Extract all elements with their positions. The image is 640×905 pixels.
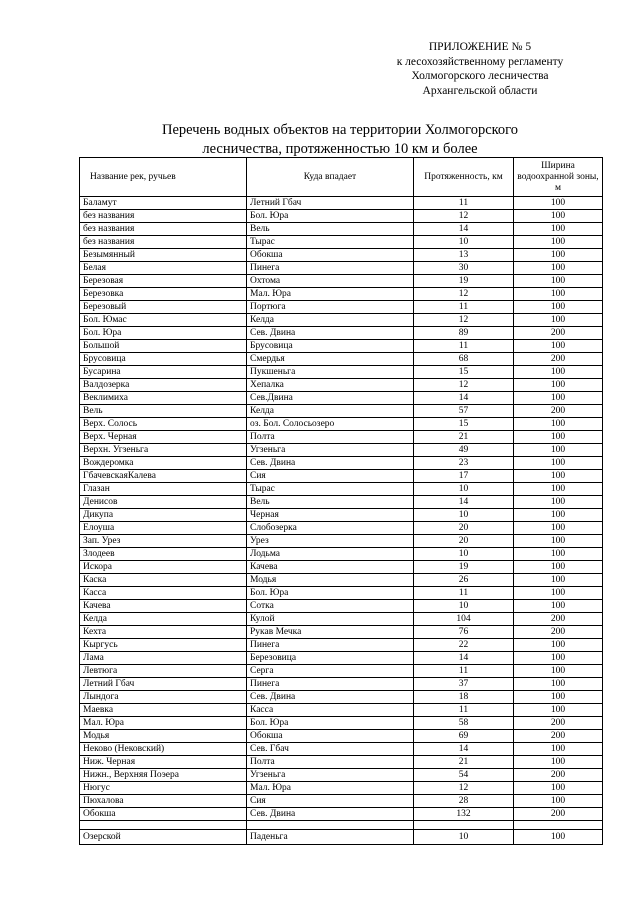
cell-name: Березовка bbox=[80, 288, 247, 301]
cell-length: 19 bbox=[414, 275, 514, 288]
cell-width: 100 bbox=[514, 223, 603, 236]
cell-length: 11 bbox=[414, 301, 514, 314]
cell-where: Мал. Юра bbox=[247, 288, 414, 301]
cell-length: 14 bbox=[414, 223, 514, 236]
title-line: Перечень водных объектов на территории Холмогорского bbox=[161, 122, 519, 138]
cell-length: 14 bbox=[414, 392, 514, 405]
cell-length: 11 bbox=[414, 704, 514, 717]
cell-name: Ниж. Черная bbox=[80, 756, 247, 769]
cell-width: 100 bbox=[514, 522, 603, 535]
table-row bbox=[80, 236, 603, 249]
cell-length: 23 bbox=[414, 457, 514, 470]
table-row bbox=[80, 743, 603, 756]
cell-where bbox=[247, 821, 414, 830]
cell-where: Рукав Мечка bbox=[247, 626, 414, 639]
cell-length: 19 bbox=[414, 561, 514, 574]
cell-name: Летний Гбач bbox=[80, 678, 247, 691]
header-name: Название рек, ручьев bbox=[80, 158, 247, 197]
cell-width: 100 bbox=[514, 587, 603, 600]
table-row bbox=[80, 808, 603, 821]
cell-where: Бол. Юра bbox=[247, 717, 414, 730]
cell-width: 100 bbox=[514, 236, 603, 249]
cell-width: 100 bbox=[514, 535, 603, 548]
table-row bbox=[80, 652, 603, 665]
cell-name: Глазан bbox=[80, 483, 247, 496]
cell-length: 57 bbox=[414, 405, 514, 418]
cell-name bbox=[80, 821, 247, 830]
table-row bbox=[80, 366, 603, 379]
cell-length: 22 bbox=[414, 639, 514, 652]
cell-name: Бусарина bbox=[80, 366, 247, 379]
cell-width: 100 bbox=[514, 756, 603, 769]
cell-width: 100 bbox=[514, 314, 603, 327]
cell-width: 100 bbox=[514, 379, 603, 392]
cell-length: 76 bbox=[414, 626, 514, 639]
cell-name: Елоуша bbox=[80, 522, 247, 535]
cell-length: 104 bbox=[414, 613, 514, 626]
cell-where: Сев. Двина bbox=[247, 457, 414, 470]
appendix-line: к лесохозяйственному регламенту bbox=[396, 55, 564, 68]
cell-width: 100 bbox=[514, 678, 603, 691]
cell-length: 12 bbox=[414, 379, 514, 392]
cell-name: без названия bbox=[80, 210, 247, 223]
cell-where: Полта bbox=[247, 756, 414, 769]
cell-width: 100 bbox=[514, 561, 603, 574]
cell-width: 100 bbox=[514, 509, 603, 522]
cell-where: Мал. Юра bbox=[247, 782, 414, 795]
table-row bbox=[80, 665, 603, 678]
table-row bbox=[80, 795, 603, 808]
cell-width: 100 bbox=[514, 691, 603, 704]
table-row bbox=[80, 509, 603, 522]
cell-name: Касса bbox=[80, 587, 247, 600]
cell-where: Серга bbox=[247, 665, 414, 678]
cell-name: Денисов bbox=[80, 496, 247, 509]
cell-width: 100 bbox=[514, 600, 603, 613]
cell-where: Бол. Юра bbox=[247, 587, 414, 600]
cell-name: Кыргусь bbox=[80, 639, 247, 652]
cell-width: 200 bbox=[514, 353, 603, 366]
cell-where: Модья bbox=[247, 574, 414, 587]
table-row bbox=[80, 587, 603, 600]
cell-length: 10 bbox=[414, 509, 514, 522]
cell-name: Дикупа bbox=[80, 509, 247, 522]
cell-where: Тырас bbox=[247, 236, 414, 249]
table-row bbox=[80, 548, 603, 561]
cell-length: 28 bbox=[414, 795, 514, 808]
cell-width: 100 bbox=[514, 301, 603, 314]
table-row bbox=[80, 830, 603, 845]
cell-length: 30 bbox=[414, 262, 514, 275]
cell-width: 200 bbox=[514, 327, 603, 340]
cell-length: 26 bbox=[414, 574, 514, 587]
cell-name: Левтюга bbox=[80, 665, 247, 678]
cell-name: Озерской bbox=[80, 830, 247, 845]
cell-where: Келда bbox=[247, 314, 414, 327]
table-row bbox=[80, 379, 603, 392]
cell-where: Полта bbox=[247, 431, 414, 444]
header-where: Куда впадает bbox=[247, 158, 414, 197]
cell-length: 11 bbox=[414, 665, 514, 678]
cell-width: 100 bbox=[514, 704, 603, 717]
cell-name: Березовый bbox=[80, 301, 247, 314]
rivers-table bbox=[79, 157, 603, 845]
table-row bbox=[80, 691, 603, 704]
cell-name: Брусовица bbox=[80, 353, 247, 366]
cell-width: 100 bbox=[514, 470, 603, 483]
cell-width: 200 bbox=[514, 405, 603, 418]
cell-width bbox=[514, 821, 603, 830]
table-row bbox=[80, 626, 603, 639]
cell-name: Кехта bbox=[80, 626, 247, 639]
table-row bbox=[80, 275, 603, 288]
cell-where: Портюга bbox=[247, 301, 414, 314]
cell-where: Вель bbox=[247, 496, 414, 509]
cell-where: Березовица bbox=[247, 652, 414, 665]
cell-length: 14 bbox=[414, 652, 514, 665]
cell-name: Веклимиха bbox=[80, 392, 247, 405]
cell-name: Белая bbox=[80, 262, 247, 275]
cell-where: Качева bbox=[247, 561, 414, 574]
cell-width: 100 bbox=[514, 392, 603, 405]
cell-width: 100 bbox=[514, 366, 603, 379]
cell-width: 100 bbox=[514, 457, 603, 470]
cell-where: Сия bbox=[247, 470, 414, 483]
cell-length: 11 bbox=[414, 587, 514, 600]
cell-where: Обокша bbox=[247, 249, 414, 262]
cell-where: Паденьга bbox=[247, 830, 414, 845]
cell-width: 100 bbox=[514, 418, 603, 431]
cell-length: 11 bbox=[414, 197, 514, 210]
table-row bbox=[80, 717, 603, 730]
cell-width: 100 bbox=[514, 639, 603, 652]
cell-width: 200 bbox=[514, 769, 603, 782]
cell-length: 12 bbox=[414, 210, 514, 223]
table-spacer-row bbox=[80, 821, 603, 830]
cell-length: 20 bbox=[414, 535, 514, 548]
cell-name: Модья bbox=[80, 730, 247, 743]
cell-name: Бол. Юра bbox=[80, 327, 247, 340]
cell-name: без названия bbox=[80, 236, 247, 249]
cell-name: Вождеромка bbox=[80, 457, 247, 470]
cell-width: 100 bbox=[514, 288, 603, 301]
table-row bbox=[80, 288, 603, 301]
cell-where: Бол. Юра bbox=[247, 210, 414, 223]
cell-length: 132 bbox=[414, 808, 514, 821]
cell-name: Валдозерка bbox=[80, 379, 247, 392]
cell-width: 100 bbox=[514, 652, 603, 665]
cell-length: 21 bbox=[414, 431, 514, 444]
cell-where: Кулой bbox=[247, 613, 414, 626]
table-row bbox=[80, 301, 603, 314]
cell-where: Угзеньга bbox=[247, 444, 414, 457]
cell-length: 15 bbox=[414, 418, 514, 431]
cell-where: Охтома bbox=[247, 275, 414, 288]
table-row bbox=[80, 730, 603, 743]
cell-where: Касса bbox=[247, 704, 414, 717]
table-row bbox=[80, 210, 603, 223]
cell-name: Безымянный bbox=[80, 249, 247, 262]
cell-length: 17 bbox=[414, 470, 514, 483]
cell-width: 100 bbox=[514, 782, 603, 795]
cell-name: Пюхалова bbox=[80, 795, 247, 808]
cell-width: 100 bbox=[514, 431, 603, 444]
cell-where: Черная bbox=[247, 509, 414, 522]
table-body bbox=[80, 197, 603, 845]
cell-width: 100 bbox=[514, 743, 603, 756]
cell-length: 13 bbox=[414, 249, 514, 262]
cell-where: Сия bbox=[247, 795, 414, 808]
table-row bbox=[80, 223, 603, 236]
table-row bbox=[80, 314, 603, 327]
title-line: лесничества, протяженностью 10 км и более bbox=[202, 141, 478, 157]
cell-name: Лама bbox=[80, 652, 247, 665]
cell-where: Сев.Двина bbox=[247, 392, 414, 405]
cell-name: Березовая bbox=[80, 275, 247, 288]
cell-width: 200 bbox=[514, 613, 603, 626]
table-row bbox=[80, 639, 603, 652]
table-row bbox=[80, 327, 603, 340]
cell-where: Угзеньга bbox=[247, 769, 414, 782]
appendix-line: ПРИЛОЖЕНИЕ № 5 bbox=[428, 41, 532, 53]
cell-name: ГбачевскаяКалева bbox=[80, 470, 247, 483]
cell-width: 100 bbox=[514, 483, 603, 496]
cell-length: 10 bbox=[414, 483, 514, 496]
table-row bbox=[80, 782, 603, 795]
table-row bbox=[80, 483, 603, 496]
cell-length: 10 bbox=[414, 548, 514, 561]
table-row bbox=[80, 405, 603, 418]
cell-name: Нюгус bbox=[80, 782, 247, 795]
table-row bbox=[80, 444, 603, 457]
cell-length: 12 bbox=[414, 288, 514, 301]
cell-length: 14 bbox=[414, 743, 514, 756]
cell-name: Баламут bbox=[80, 197, 247, 210]
cell-name: Бол. Юмас bbox=[80, 314, 247, 327]
cell-width: 100 bbox=[514, 496, 603, 509]
cell-width: 200 bbox=[514, 717, 603, 730]
cell-width: 100 bbox=[514, 340, 603, 353]
table-row bbox=[80, 197, 603, 210]
cell-width: 100 bbox=[514, 249, 603, 262]
cell-length: 10 bbox=[414, 236, 514, 249]
cell-where: Летний Гбач bbox=[247, 197, 414, 210]
cell-length: 21 bbox=[414, 756, 514, 769]
cell-name: Нижн., Верхняя Поэера bbox=[80, 769, 247, 782]
cell-width: 100 bbox=[514, 574, 603, 587]
cell-length: 10 bbox=[414, 830, 514, 845]
cell-where: Сев. Гбач bbox=[247, 743, 414, 756]
cell-length bbox=[414, 821, 514, 830]
table-row bbox=[80, 561, 603, 574]
table-row bbox=[80, 769, 603, 782]
cell-width: 100 bbox=[514, 795, 603, 808]
cell-length: 37 bbox=[414, 678, 514, 691]
cell-where: Пинега bbox=[247, 262, 414, 275]
cell-name: Верх. Солось bbox=[80, 418, 247, 431]
cell-where: Келда bbox=[247, 405, 414, 418]
cell-where: Тырас bbox=[247, 483, 414, 496]
header-length: Протяженность, км bbox=[414, 158, 514, 197]
cell-name: Зап. Урез bbox=[80, 535, 247, 548]
cell-length: 12 bbox=[414, 782, 514, 795]
table-row bbox=[80, 496, 603, 509]
cell-name: Маевка bbox=[80, 704, 247, 717]
cell-where: Лодьма bbox=[247, 548, 414, 561]
cell-width: 100 bbox=[514, 275, 603, 288]
cell-where: Вель bbox=[247, 223, 414, 236]
cell-where: Сев. Двина bbox=[247, 808, 414, 821]
cell-name: Неково (Нековский) bbox=[80, 743, 247, 756]
table-row bbox=[80, 418, 603, 431]
cell-name: Большой bbox=[80, 340, 247, 353]
cell-where: Урез bbox=[247, 535, 414, 548]
cell-name: Качева bbox=[80, 600, 247, 613]
table-row bbox=[80, 522, 603, 535]
cell-name: Искора bbox=[80, 561, 247, 574]
table-row bbox=[80, 392, 603, 405]
cell-where: Слобозерка bbox=[247, 522, 414, 535]
table-row bbox=[80, 262, 603, 275]
cell-where: Смердья bbox=[247, 353, 414, 366]
cell-where: Обокша bbox=[247, 730, 414, 743]
cell-where: Пинега bbox=[247, 678, 414, 691]
document-title bbox=[60, 121, 620, 159]
cell-where: Пинега bbox=[247, 639, 414, 652]
cell-name: Верхн. Угзеньга bbox=[80, 444, 247, 457]
cell-length: 18 bbox=[414, 691, 514, 704]
table-row bbox=[80, 535, 603, 548]
header-width: Ширина водоохранной зоны, м bbox=[514, 158, 603, 197]
cell-name: Вель bbox=[80, 405, 247, 418]
cell-name: Мал. Юра bbox=[80, 717, 247, 730]
cell-width: 100 bbox=[514, 830, 603, 845]
cell-length: 20 bbox=[414, 522, 514, 535]
cell-width: 200 bbox=[514, 808, 603, 821]
cell-name: Злодеев bbox=[80, 548, 247, 561]
appendix-line: Холмогорского лесничества bbox=[411, 70, 549, 82]
cell-length: 58 bbox=[414, 717, 514, 730]
cell-length: 54 bbox=[414, 769, 514, 782]
table-row bbox=[80, 457, 603, 470]
cell-length: 14 bbox=[414, 496, 514, 509]
cell-length: 12 bbox=[414, 314, 514, 327]
table-row bbox=[80, 600, 603, 613]
cell-width: 100 bbox=[514, 665, 603, 678]
cell-length: 69 bbox=[414, 730, 514, 743]
table-row bbox=[80, 249, 603, 262]
table-row bbox=[80, 613, 603, 626]
cell-length: 89 bbox=[414, 327, 514, 340]
table-row bbox=[80, 756, 603, 769]
cell-name: Келда bbox=[80, 613, 247, 626]
cell-where: Брусовица bbox=[247, 340, 414, 353]
cell-where: Сев. Двина bbox=[247, 691, 414, 704]
cell-length: 11 bbox=[414, 340, 514, 353]
cell-length: 10 bbox=[414, 600, 514, 613]
cell-length: 68 bbox=[414, 353, 514, 366]
cell-width: 100 bbox=[514, 262, 603, 275]
cell-name: без названия bbox=[80, 223, 247, 236]
table-row bbox=[80, 431, 603, 444]
cell-where: Пукшеньга bbox=[247, 366, 414, 379]
cell-name: Обокша bbox=[80, 808, 247, 821]
cell-width: 100 bbox=[514, 548, 603, 561]
cell-where: Сотка bbox=[247, 600, 414, 613]
table-row bbox=[80, 340, 603, 353]
cell-width: 200 bbox=[514, 730, 603, 743]
cell-width: 100 bbox=[514, 444, 603, 457]
table-row bbox=[80, 470, 603, 483]
cell-width: 100 bbox=[514, 197, 603, 210]
cell-length: 15 bbox=[414, 366, 514, 379]
appendix-line: Архангельской области bbox=[422, 84, 538, 97]
table-row bbox=[80, 574, 603, 587]
cell-name: Каска bbox=[80, 574, 247, 587]
table-row bbox=[80, 353, 603, 366]
cell-width: 200 bbox=[514, 626, 603, 639]
appendix-block bbox=[330, 40, 630, 98]
cell-length: 49 bbox=[414, 444, 514, 457]
table-header-row bbox=[80, 158, 603, 197]
table-row bbox=[80, 704, 603, 717]
cell-width: 100 bbox=[514, 210, 603, 223]
cell-where: Хепалка bbox=[247, 379, 414, 392]
cell-where: оз. Бол. Солосьозеро bbox=[247, 418, 414, 431]
table-row bbox=[80, 678, 603, 691]
cell-name: Верх. Черная bbox=[80, 431, 247, 444]
cell-name: Лындога bbox=[80, 691, 247, 704]
cell-where: Сев. Двина bbox=[247, 327, 414, 340]
